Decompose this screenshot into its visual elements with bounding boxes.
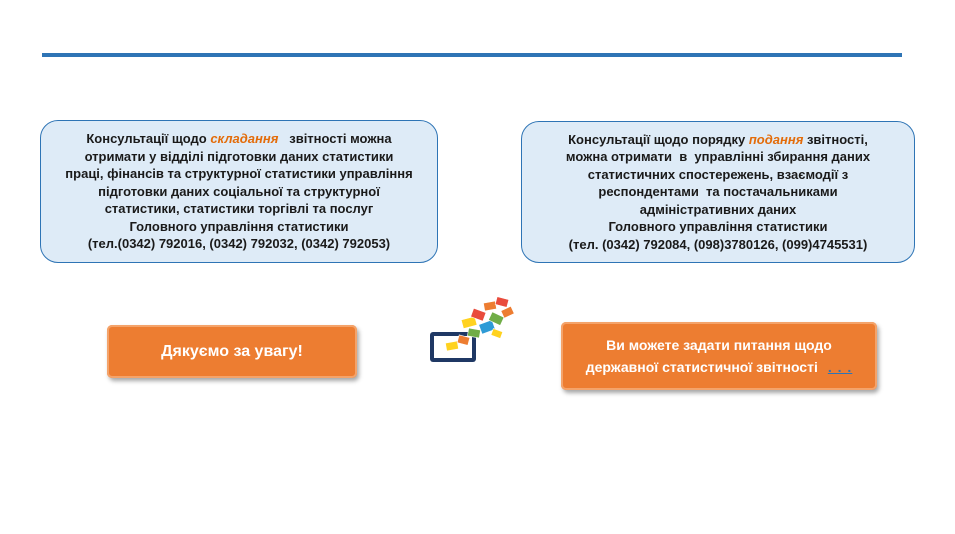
- box-line: [51, 130, 427, 148]
- top-divider-line: [42, 53, 902, 57]
- question-text-line: Ви можете задати питання щодо: [606, 337, 832, 353]
- question-text: державної статистичної звітності: [585, 359, 818, 375]
- box-line: статистичних спостережень, взаємодії з: [587, 166, 849, 182]
- tablet-with-flying-envelopes-icon: [428, 296, 528, 366]
- box-line: можна отримати в управлінні збирання даних: [565, 149, 871, 165]
- box-text: звітності,: [803, 131, 868, 147]
- box-line: праці, фінансів та структурної статистики управління: [65, 166, 413, 182]
- highlight-compilation: складання: [210, 131, 279, 147]
- thanks-button[interactable]: [107, 325, 357, 378]
- box-text: Консультації щодо: [86, 131, 211, 147]
- box-line: респондентами та постачальниками: [598, 184, 838, 200]
- thanks-button-label: Дякуємо за увагу!: [161, 342, 303, 360]
- box-text: звітності можна: [278, 131, 392, 147]
- ask-question-button[interactable]: [561, 322, 877, 390]
- highlight-submission: подання: [748, 131, 804, 147]
- question-link[interactable]: . . .: [827, 359, 853, 375]
- question-text-line: [561, 356, 877, 378]
- box-line: [532, 131, 904, 149]
- consultation-compilation-box: [40, 120, 438, 263]
- box-line: адміністративних даних: [639, 201, 797, 217]
- phone-numbers: (тел.(0342) 792016, (0342) 792032, (0342) 792053): [87, 236, 391, 252]
- phone-numbers: (тел. (0342) 792084, (098)3780126, (099)4745531): [568, 236, 868, 252]
- box-line: Головного управління статистики: [129, 218, 349, 234]
- box-line: статистики, статистики торгівлі та послуг: [104, 201, 374, 217]
- box-line: отримати у відділі підготовки даних статистики: [84, 148, 394, 164]
- consultation-submission-box: [521, 121, 915, 263]
- box-line: підготовки даних соціальної та структурної: [98, 183, 380, 199]
- box-text: Консультації щодо порядку: [568, 131, 749, 147]
- box-line: Головного управління статистики: [608, 219, 828, 235]
